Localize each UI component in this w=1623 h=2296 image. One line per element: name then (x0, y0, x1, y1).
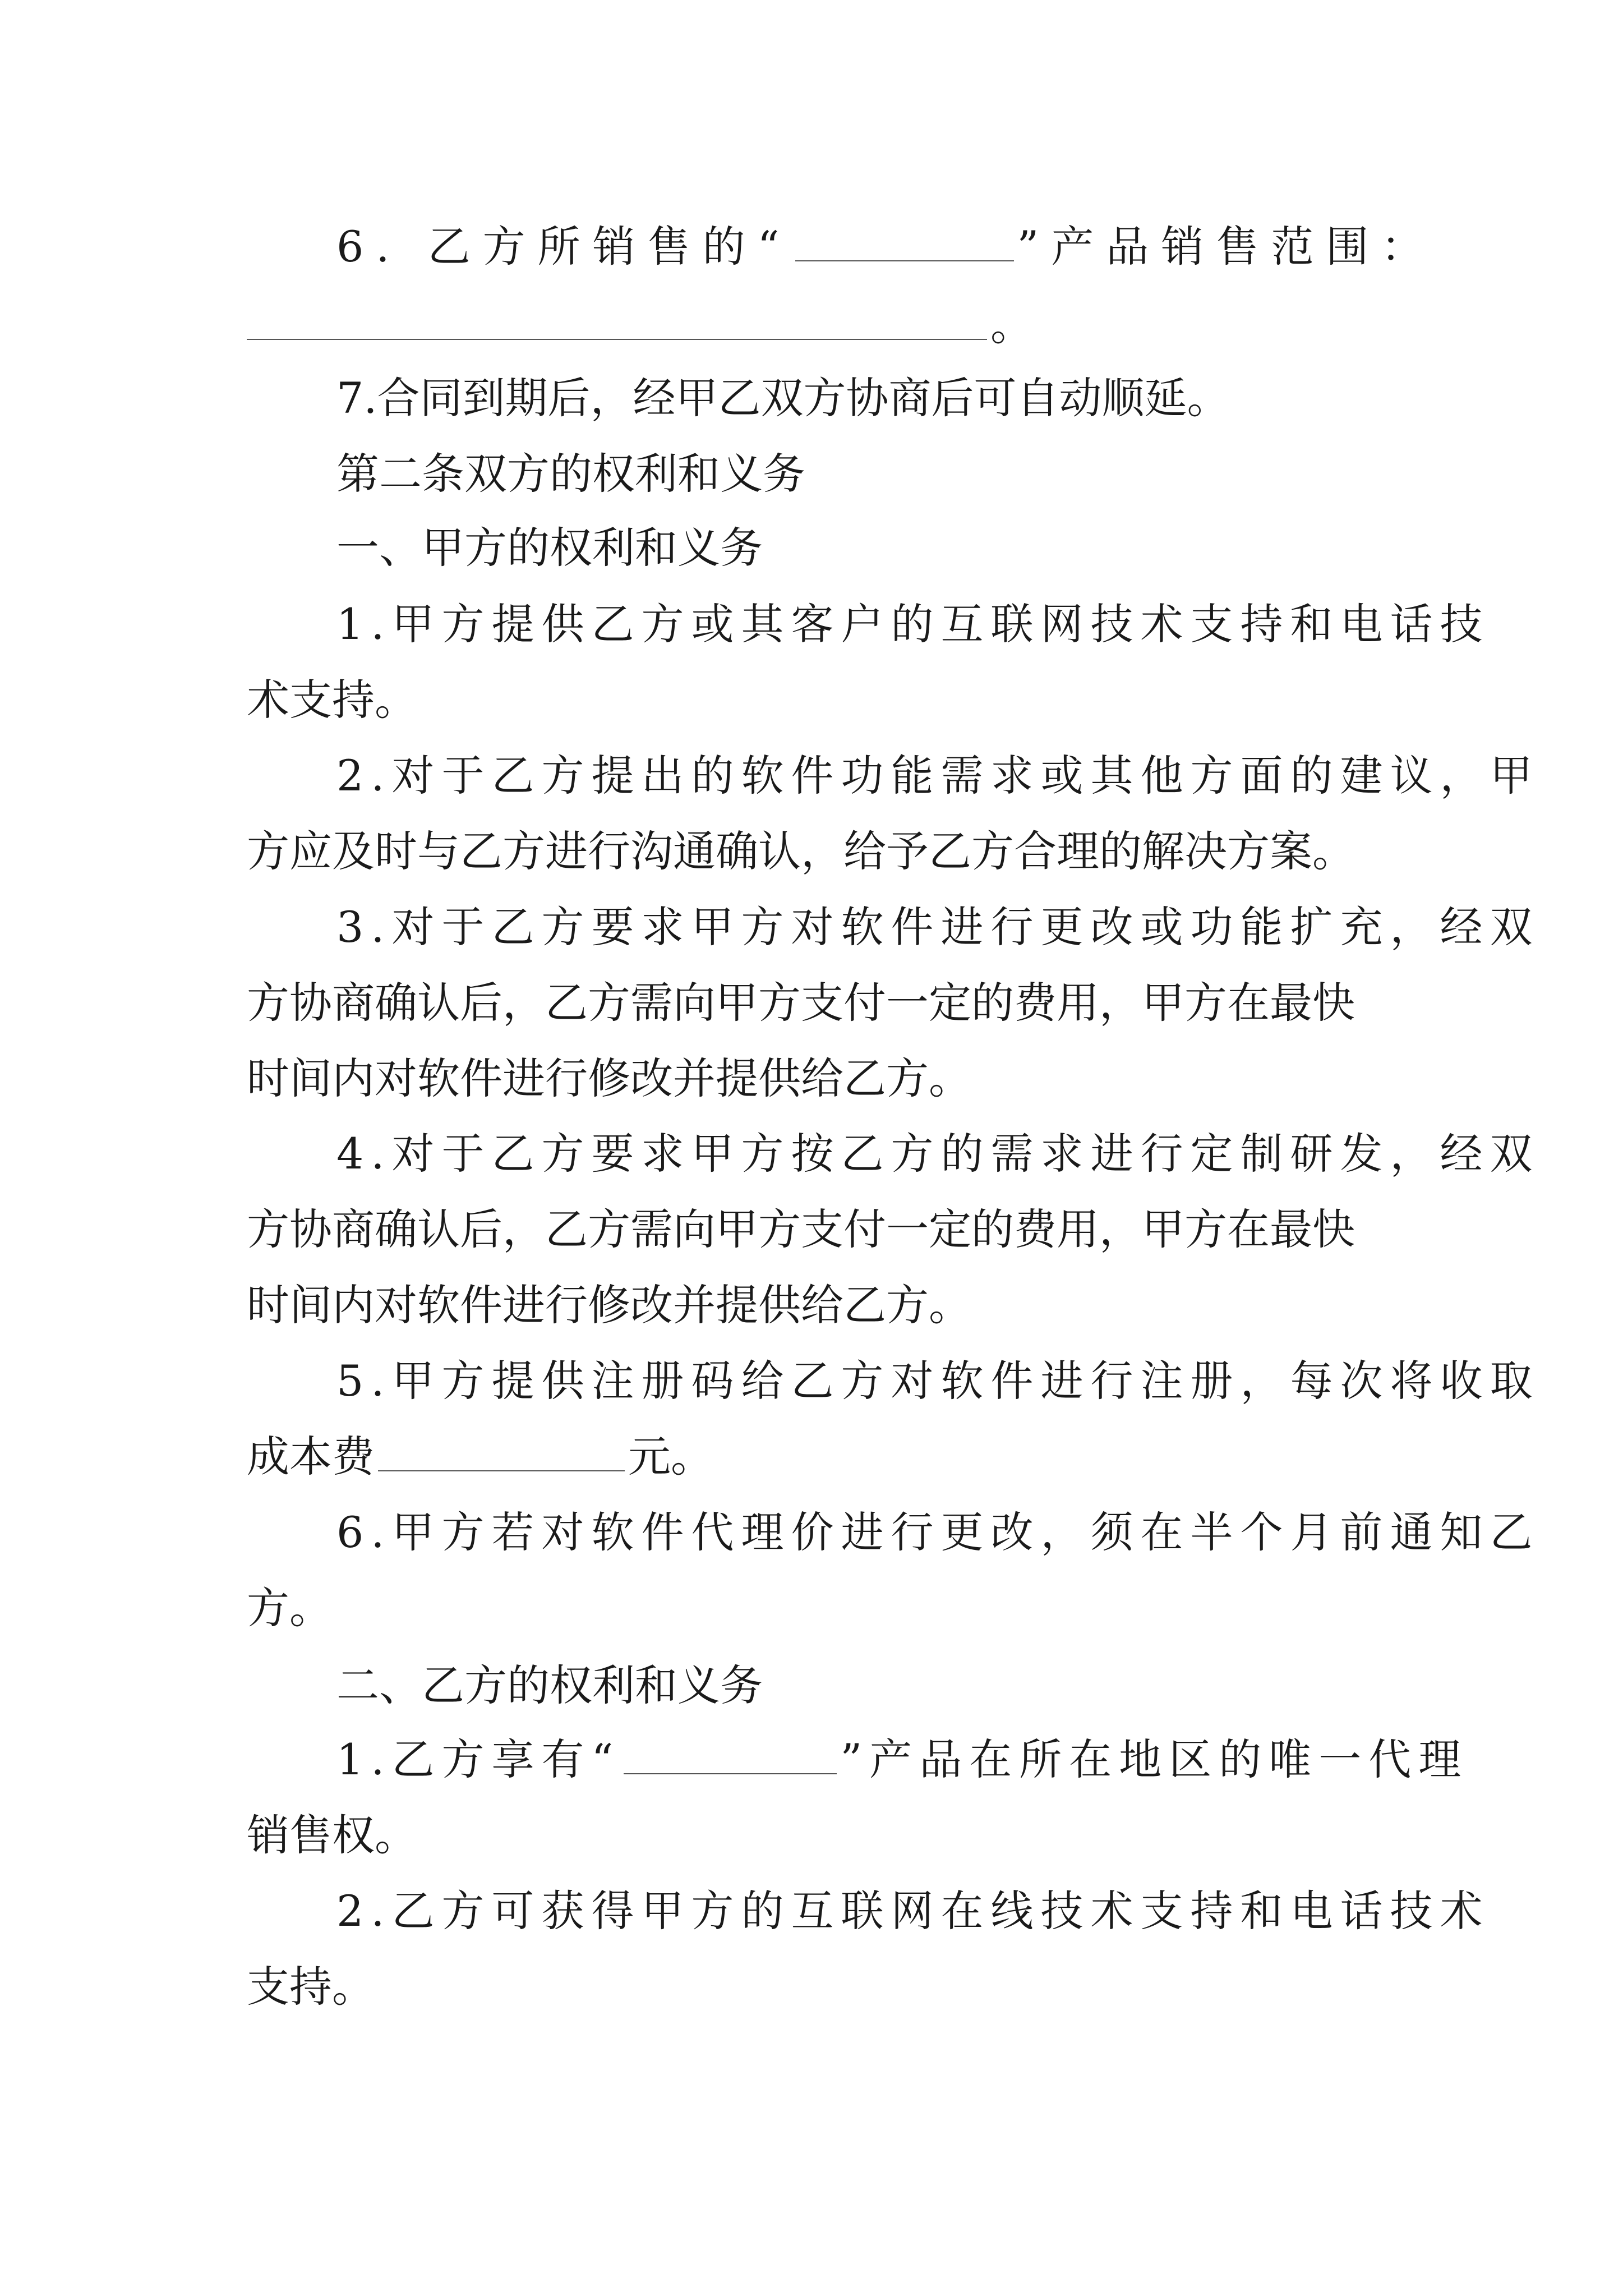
clause-text: ”产品销售范围： (1017, 222, 1436, 272)
a-clause-3-line-1: 3.对于乙方要求甲方对软件进行更改或功能扩充，经双 (336, 902, 1540, 952)
a-clause-4-line-3: 时间内对软件进行修改并提供给乙方。 (247, 1280, 971, 1330)
a-clause-6-line-1: 6.甲方若对软件代理价进行更改，须在半个月前通知乙 (336, 1507, 1540, 1557)
clause-text: 1.乙方享有“ (336, 1734, 621, 1784)
a-clause-6-line-2: 方。 (247, 1583, 332, 1633)
clause-6-line-2 (247, 300, 1033, 351)
clause-7: 7.合同到期后，经甲乙双方协商后可自动顺延。 (336, 373, 1230, 423)
clause-text: 乙方所销售的“ (427, 222, 792, 272)
clause-text: 。 (990, 300, 1033, 350)
section-2-title: 二、乙方的权利和义务 (336, 1660, 763, 1710)
a-clause-3-line-2: 方协商确认后，乙方需向甲方支付一定的费用，甲方在最快 (247, 978, 1355, 1028)
article-2-title: 第二条双方的权利和义务 (336, 449, 805, 499)
b-clause-2-line-1: 2.乙方可获得甲方的互联网在线技术支持和电话技术 (336, 1886, 1490, 1936)
a-clause-1-line-2: 术支持。 (247, 675, 417, 725)
section-1-title: 一、甲方的权利和义务 (336, 523, 763, 573)
a-clause-5-line-2 (247, 1432, 713, 1482)
a-clause-4-line-1: 4.对于乙方要求甲方按乙方的需求进行定制研发，经双 (336, 1129, 1540, 1179)
a-clause-5-line-1: 5.甲方提供注册码给乙方对软件进行注册，每次将收取 (336, 1356, 1540, 1406)
clause-text: 元。 (628, 1432, 713, 1481)
blank-sales-scope[interactable] (247, 304, 987, 340)
a-clause-4-line-2: 方协商确认后，乙方需向甲方支付一定的费用，甲方在最快 (247, 1204, 1355, 1254)
blank-product-name-2[interactable] (624, 1738, 837, 1774)
clause-text: 成本费 (247, 1432, 375, 1481)
blank-cost-fee[interactable] (378, 1435, 625, 1471)
clause-6-line-1 (336, 222, 1436, 272)
b-clause-2-line-2: 支持。 (247, 1962, 375, 2012)
a-clause-1-line-1: 1.甲方提供乙方或其客户的互联网技术支持和电话技 (336, 599, 1490, 649)
a-clause-2-line-2: 方应及时与乙方进行沟通确认，给予乙方合理的解决方案。 (247, 826, 1355, 876)
clause-number: 6. (336, 222, 402, 272)
b-clause-1-line-2: 销售权。 (247, 1810, 417, 1860)
blank-product-name[interactable] (795, 226, 1014, 261)
b-clause-1-line-1 (336, 1734, 1468, 1785)
a-clause-2-line-1: 2.对于乙方提出的软件功能需求或其他方面的建议，甲 (336, 751, 1540, 800)
clause-text: ”产品在所在地区的唯一代理 (840, 1734, 1469, 1784)
a-clause-3-line-3: 时间内对软件进行修改并提供给乙方。 (247, 1053, 971, 1103)
